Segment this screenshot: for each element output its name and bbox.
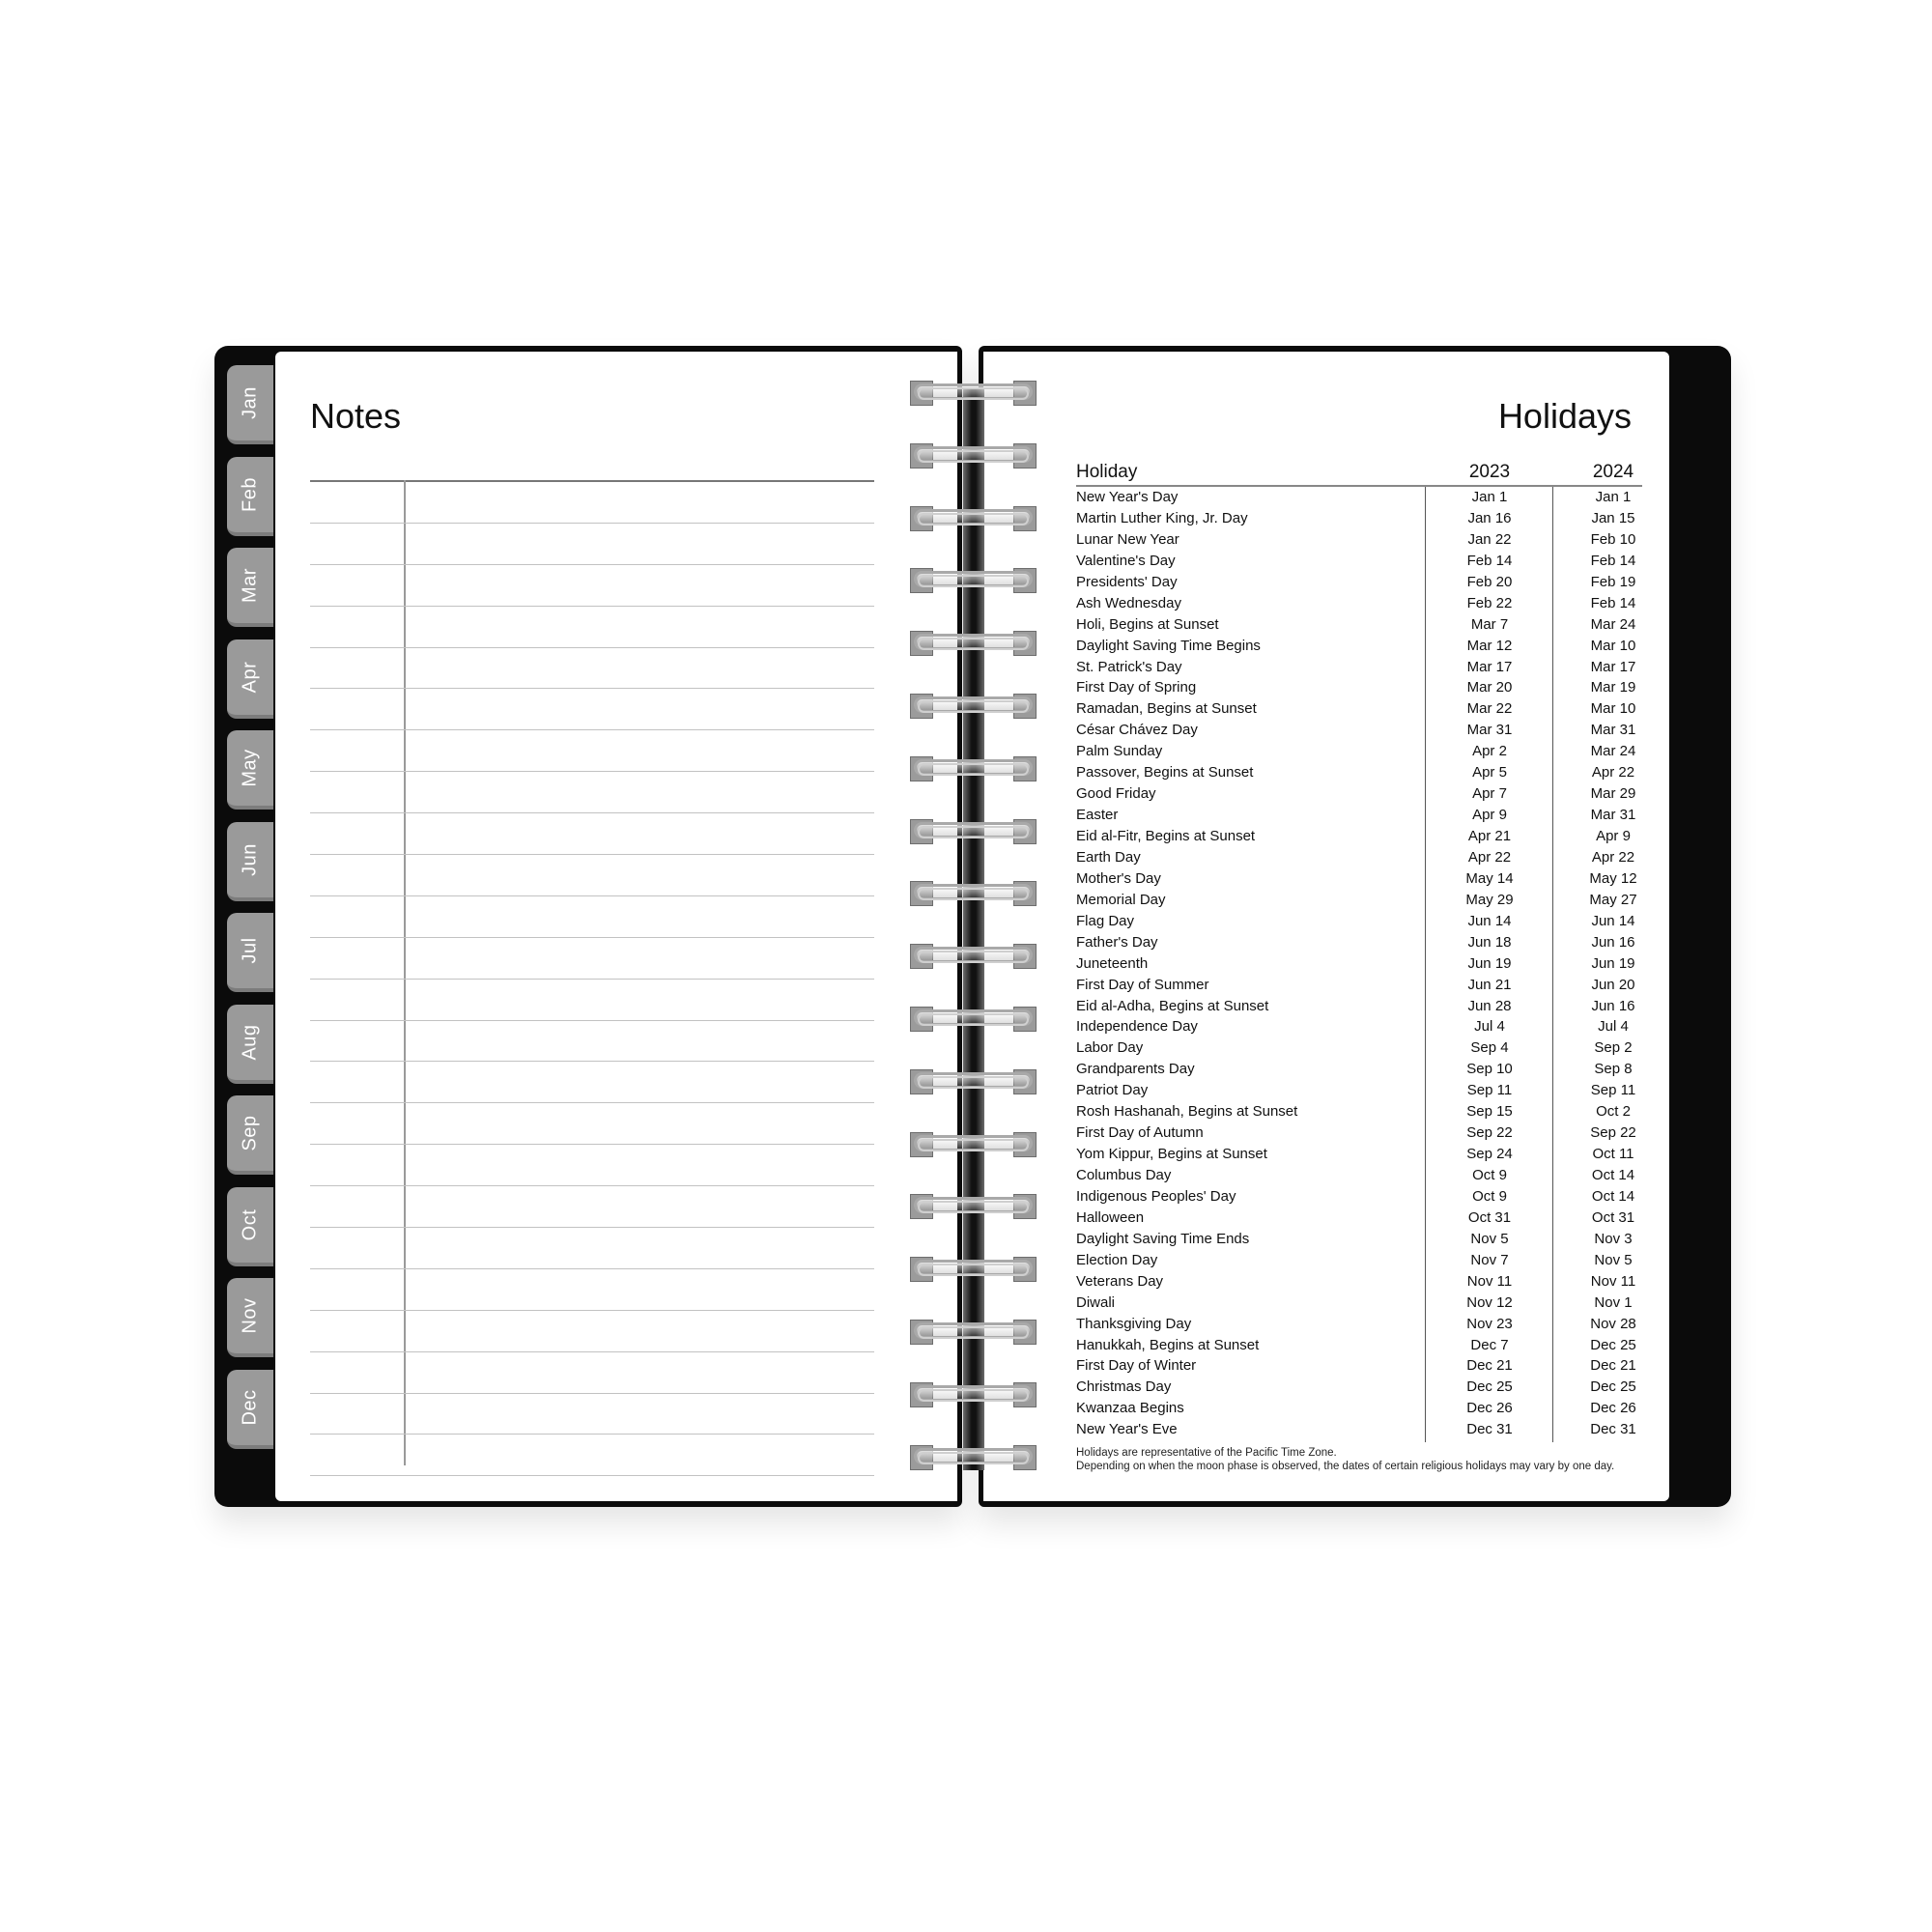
holiday-date-2024: Sep 8 bbox=[1594, 1061, 1633, 1078]
holiday-date-2024: Feb 14 bbox=[1590, 594, 1636, 611]
holiday-date-2023: Apr 9 bbox=[1472, 807, 1507, 824]
tab-aug[interactable] bbox=[227, 1005, 273, 1084]
holiday-date-2023: Sep 10 bbox=[1466, 1061, 1513, 1078]
tab-label: Oct bbox=[239, 1208, 261, 1240]
note-line[interactable] bbox=[310, 772, 874, 813]
holiday-name: Flag Day bbox=[1076, 912, 1135, 929]
holiday-date-2024: Feb 19 bbox=[1590, 573, 1636, 590]
holiday-date-2024: Mar 17 bbox=[1590, 658, 1636, 675]
holiday-row bbox=[1076, 762, 1642, 783]
holiday-name: Eid al-Fitr, Begins at Sunset bbox=[1076, 828, 1256, 844]
holiday-date-2023: Sep 4 bbox=[1470, 1039, 1509, 1057]
holiday-date-2023: Mar 20 bbox=[1466, 679, 1513, 696]
holiday-date-2023: Jul 4 bbox=[1474, 1018, 1505, 1036]
holiday-date-2023: Feb 14 bbox=[1466, 552, 1513, 569]
holiday-name: Daylight Saving Time Ends bbox=[1076, 1230, 1250, 1247]
holiday-date-2023: Mar 7 bbox=[1470, 615, 1509, 633]
tab-may[interactable] bbox=[227, 730, 273, 810]
note-line[interactable] bbox=[310, 1062, 874, 1103]
holiday-date-2023: Jun 18 bbox=[1467, 933, 1512, 951]
tab-label: Dec bbox=[239, 1388, 261, 1426]
holiday-row bbox=[1076, 826, 1642, 847]
holiday-name: Valentine's Day bbox=[1076, 552, 1176, 569]
holiday-row bbox=[1076, 1377, 1642, 1398]
note-line[interactable] bbox=[310, 1103, 874, 1145]
holiday-date-2024: Feb 10 bbox=[1590, 530, 1636, 548]
holiday-row bbox=[1076, 975, 1642, 996]
holiday-name: Earth Day bbox=[1076, 848, 1141, 866]
spiral-ring bbox=[908, 942, 1038, 971]
holiday-row bbox=[1076, 1419, 1642, 1440]
holiday-date-2024: Sep 2 bbox=[1594, 1039, 1633, 1057]
holiday-table-body bbox=[1076, 487, 1642, 1440]
holiday-date-2024: Jun 16 bbox=[1591, 933, 1635, 951]
holiday-name: Juneteenth bbox=[1076, 954, 1149, 972]
holiday-date-2024: Apr 22 bbox=[1591, 764, 1635, 781]
holiday-date-2023: Sep 22 bbox=[1466, 1124, 1513, 1142]
holiday-date-2023: Oct 31 bbox=[1467, 1208, 1512, 1226]
note-line[interactable] bbox=[310, 689, 874, 730]
note-line[interactable] bbox=[310, 1394, 874, 1435]
holiday-date-2024: Jan 15 bbox=[1591, 509, 1635, 526]
holiday-date-2023: Jun 28 bbox=[1467, 997, 1512, 1014]
holiday-table-header bbox=[1076, 460, 1642, 487]
holiday-date-2023: Sep 11 bbox=[1466, 1082, 1513, 1099]
holiday-date-2023: May 29 bbox=[1465, 891, 1514, 908]
holiday-name: Ash Wednesday bbox=[1076, 594, 1181, 611]
holiday-name: Patriot Day bbox=[1076, 1082, 1149, 1099]
note-line[interactable] bbox=[310, 896, 874, 938]
tab-oct[interactable] bbox=[227, 1187, 273, 1266]
holiday-date-2024: Nov 1 bbox=[1594, 1293, 1633, 1311]
spiral-binding bbox=[908, 379, 1038, 1480]
spiral-ring bbox=[908, 1318, 1038, 1347]
holiday-row bbox=[1076, 572, 1642, 593]
tab-label: Feb bbox=[239, 476, 261, 512]
holiday-name: Thanksgiving Day bbox=[1076, 1315, 1192, 1332]
holiday-row bbox=[1076, 1355, 1642, 1377]
holiday-row bbox=[1076, 1122, 1642, 1144]
holiday-row bbox=[1076, 1314, 1642, 1335]
footnote-line: Holidays are representative of the Pacific Time Zone. bbox=[1076, 1447, 1337, 1459]
holiday-date-2023: Feb 20 bbox=[1466, 573, 1513, 590]
holiday-name: Diwali bbox=[1076, 1293, 1116, 1311]
holiday-date-2023: Apr 21 bbox=[1467, 828, 1512, 844]
holiday-row bbox=[1076, 996, 1642, 1017]
holiday-row bbox=[1076, 1229, 1642, 1250]
spiral-ring bbox=[908, 817, 1038, 846]
holiday-date-2024: Oct 14 bbox=[1591, 1167, 1635, 1183]
holiday-date-2024: Sep 22 bbox=[1590, 1124, 1636, 1142]
spine bbox=[963, 388, 984, 1470]
note-line[interactable] bbox=[310, 1311, 874, 1352]
holiday-date-2023: Jun 21 bbox=[1467, 976, 1512, 993]
holiday-table bbox=[1076, 460, 1642, 1440]
holiday-row bbox=[1076, 868, 1642, 890]
holiday-name: Christmas Day bbox=[1076, 1378, 1172, 1396]
holiday-name: Daylight Saving Time Begins bbox=[1076, 637, 1261, 654]
holiday-row bbox=[1076, 1016, 1642, 1037]
spiral-ring bbox=[908, 1192, 1038, 1221]
holiday-name: Lunar New Year bbox=[1076, 530, 1179, 548]
holiday-date-2023: Jan 16 bbox=[1467, 509, 1512, 526]
spiral-ring bbox=[908, 379, 1038, 408]
spiral-ring bbox=[908, 1067, 1038, 1096]
notes-lines bbox=[310, 480, 874, 1476]
page-title-holidays: Holidays bbox=[1497, 396, 1632, 436]
spiral-ring bbox=[908, 879, 1038, 908]
note-line[interactable] bbox=[310, 565, 874, 607]
holiday-name: Kwanzaa Begins bbox=[1076, 1400, 1184, 1417]
spiral-ring bbox=[908, 1443, 1038, 1472]
holiday-row bbox=[1076, 487, 1642, 508]
holiday-date-2024: Jun 16 bbox=[1591, 997, 1635, 1014]
holiday-name: Mother's Day bbox=[1076, 869, 1161, 887]
note-line[interactable] bbox=[310, 1145, 874, 1186]
tab-label: Jul bbox=[239, 937, 261, 964]
holiday-date-2024: May 27 bbox=[1589, 891, 1637, 908]
holiday-date-2023: Sep 24 bbox=[1466, 1146, 1513, 1163]
holiday-date-2023: Mar 17 bbox=[1466, 658, 1513, 675]
holiday-date-2023: Dec 31 bbox=[1466, 1421, 1513, 1438]
holiday-row bbox=[1076, 677, 1642, 698]
holiday-row bbox=[1076, 529, 1642, 551]
holiday-row bbox=[1076, 783, 1642, 805]
holiday-row bbox=[1076, 698, 1642, 720]
tab-label: Mar bbox=[239, 568, 261, 603]
holiday-date-2024: Jan 1 bbox=[1595, 489, 1632, 505]
tab-label: Aug bbox=[239, 1023, 261, 1061]
note-line[interactable] bbox=[310, 648, 874, 690]
holiday-name: New Year's Eve bbox=[1076, 1421, 1178, 1438]
note-line[interactable] bbox=[310, 1021, 874, 1063]
column-header-year1: 2023 bbox=[1468, 462, 1511, 482]
spiral-ring bbox=[908, 504, 1038, 533]
holiday-name: Memorial Day bbox=[1076, 891, 1166, 908]
holiday-name: Eid al-Adha, Begins at Sunset bbox=[1076, 997, 1269, 1014]
holiday-name: Grandparents Day bbox=[1076, 1061, 1195, 1078]
cover-edge-right bbox=[1669, 352, 1712, 1501]
note-line[interactable] bbox=[310, 1435, 874, 1476]
holiday-date-2024: Oct 2 bbox=[1596, 1103, 1631, 1121]
holiday-row bbox=[1076, 614, 1642, 636]
holiday-date-2024: Dec 26 bbox=[1590, 1400, 1636, 1417]
holiday-name: Ramadan, Begins at Sunset bbox=[1076, 700, 1257, 718]
holiday-date-2024: Mar 24 bbox=[1590, 743, 1636, 760]
holiday-row bbox=[1076, 1037, 1642, 1059]
holiday-date-2023: May 14 bbox=[1465, 869, 1514, 887]
holiday-date-2024: Mar 31 bbox=[1590, 722, 1636, 739]
note-line[interactable] bbox=[310, 482, 874, 524]
tab-feb[interactable] bbox=[227, 457, 273, 536]
tab-label: Sep bbox=[239, 1115, 261, 1151]
holiday-name: Palm Sunday bbox=[1076, 743, 1163, 760]
holiday-row bbox=[1076, 932, 1642, 953]
holiday-date-2024: Dec 21 bbox=[1590, 1357, 1636, 1375]
holiday-date-2024: Dec 31 bbox=[1590, 1421, 1636, 1438]
holiday-date-2024: Feb 14 bbox=[1590, 552, 1636, 569]
tab-nov[interactable] bbox=[227, 1278, 273, 1357]
holiday-date-2023: Apr 2 bbox=[1472, 743, 1507, 760]
holiday-date-2023: Jun 19 bbox=[1467, 954, 1512, 972]
holiday-date-2024: Nov 5 bbox=[1594, 1251, 1633, 1268]
holiday-row bbox=[1076, 1101, 1642, 1122]
note-line[interactable] bbox=[310, 1186, 874, 1228]
holiday-date-2024: Mar 10 bbox=[1590, 700, 1636, 718]
holiday-name: First Day of Autumn bbox=[1076, 1124, 1204, 1142]
holiday-row bbox=[1076, 1165, 1642, 1186]
holiday-date-2024: Jun 19 bbox=[1591, 954, 1635, 972]
holiday-name: Martin Luther King, Jr. Day bbox=[1076, 509, 1248, 526]
holiday-date-2023: Nov 11 bbox=[1466, 1272, 1513, 1290]
spiral-ring bbox=[908, 1005, 1038, 1034]
tab-jun[interactable] bbox=[227, 822, 273, 901]
holiday-row bbox=[1076, 805, 1642, 826]
holiday-date-2023: Apr 7 bbox=[1472, 785, 1507, 803]
holiday-date-2023: Jun 14 bbox=[1467, 912, 1512, 929]
holiday-date-2023: Feb 22 bbox=[1466, 594, 1513, 611]
spiral-ring bbox=[908, 1380, 1038, 1409]
holiday-date-2024: Oct 11 bbox=[1592, 1146, 1634, 1163]
holiday-date-2024: Sep 11 bbox=[1590, 1082, 1636, 1099]
holiday-name: Independence Day bbox=[1076, 1018, 1198, 1036]
holiday-date-2024: Nov 3 bbox=[1594, 1230, 1633, 1247]
holiday-date-2023: Mar 12 bbox=[1466, 637, 1513, 654]
holiday-name: St. Patrick's Day bbox=[1076, 658, 1182, 675]
note-line[interactable] bbox=[310, 524, 874, 565]
holiday-date-2023: Apr 22 bbox=[1467, 848, 1512, 866]
holiday-name: Hanukkah, Begins at Sunset bbox=[1076, 1336, 1260, 1353]
spiral-ring bbox=[908, 1130, 1038, 1159]
tab-label: Apr bbox=[239, 661, 261, 693]
holiday-name: Columbus Day bbox=[1076, 1167, 1172, 1183]
holiday-name: Holi, Begins at Sunset bbox=[1076, 615, 1219, 633]
holiday-date-2024: Nov 28 bbox=[1590, 1315, 1636, 1332]
tab-label: Jun bbox=[239, 842, 261, 876]
holiday-date-2023: Apr 5 bbox=[1472, 764, 1507, 781]
holiday-row bbox=[1076, 1144, 1642, 1165]
holiday-date-2024: Jun 14 bbox=[1591, 912, 1635, 929]
holiday-date-2023: Nov 7 bbox=[1470, 1251, 1509, 1268]
holiday-date-2024: May 12 bbox=[1589, 869, 1637, 887]
column-header-year2: 2024 bbox=[1592, 462, 1634, 482]
holiday-date-2024: Mar 29 bbox=[1590, 785, 1636, 803]
holiday-name: César Chávez Day bbox=[1076, 722, 1198, 739]
holiday-row bbox=[1076, 1250, 1642, 1271]
holiday-row bbox=[1076, 508, 1642, 529]
page-title-notes: Notes bbox=[310, 396, 402, 436]
holiday-footnote bbox=[1076, 1447, 1617, 1473]
holiday-name: Halloween bbox=[1076, 1208, 1145, 1226]
holiday-date-2024: Oct 31 bbox=[1591, 1208, 1635, 1226]
holiday-name: First Day of Summer bbox=[1076, 976, 1209, 993]
holiday-date-2023: Dec 21 bbox=[1466, 1357, 1513, 1375]
holiday-row bbox=[1076, 657, 1642, 678]
holiday-row bbox=[1076, 1080, 1642, 1101]
holiday-date-2024: Apr 22 bbox=[1591, 848, 1635, 866]
holiday-date-2023: Oct 9 bbox=[1472, 1187, 1507, 1205]
holiday-name: Passover, Begins at Sunset bbox=[1076, 764, 1254, 781]
holiday-date-2023: Mar 31 bbox=[1466, 722, 1513, 739]
holiday-name: Indigenous Peoples' Day bbox=[1076, 1187, 1236, 1205]
holiday-date-2023: Dec 25 bbox=[1466, 1378, 1513, 1396]
holiday-name: Election Day bbox=[1076, 1251, 1158, 1268]
holiday-date-2023: Nov 5 bbox=[1470, 1230, 1509, 1247]
holiday-date-2024: Oct 14 bbox=[1591, 1187, 1635, 1205]
spiral-ring bbox=[908, 692, 1038, 721]
holiday-date-2024: Mar 24 bbox=[1590, 615, 1636, 633]
holiday-name: Veterans Day bbox=[1076, 1272, 1164, 1290]
note-line[interactable] bbox=[310, 1269, 874, 1311]
spiral-ring bbox=[908, 566, 1038, 595]
holiday-row bbox=[1076, 847, 1642, 868]
holiday-date-2023: Nov 23 bbox=[1466, 1315, 1513, 1332]
holiday-date-2023: Jan 1 bbox=[1471, 489, 1508, 505]
holiday-date-2024: Mar 19 bbox=[1590, 679, 1636, 696]
holiday-date-2023: Jan 22 bbox=[1467, 530, 1512, 548]
holiday-row bbox=[1076, 720, 1642, 741]
note-line[interactable] bbox=[310, 813, 874, 855]
note-line[interactable] bbox=[310, 1228, 874, 1269]
holiday-date-2023: Nov 12 bbox=[1466, 1293, 1513, 1311]
holiday-date-2024: Dec 25 bbox=[1590, 1378, 1636, 1396]
spiral-ring bbox=[908, 441, 1038, 470]
tab-label: May bbox=[239, 749, 261, 787]
holiday-date-2024: Dec 25 bbox=[1590, 1336, 1636, 1353]
holiday-row bbox=[1076, 1335, 1642, 1356]
holiday-row bbox=[1076, 1059, 1642, 1080]
note-line[interactable] bbox=[310, 980, 874, 1021]
holiday-name: Rosh Hashanah, Begins at Sunset bbox=[1076, 1103, 1298, 1121]
holiday-date-2023: Dec 26 bbox=[1466, 1400, 1513, 1417]
holiday-date-2024: Nov 11 bbox=[1590, 1272, 1636, 1290]
holiday-row bbox=[1076, 911, 1642, 932]
holiday-row bbox=[1076, 1186, 1642, 1208]
note-line[interactable] bbox=[310, 607, 874, 648]
tab-mar[interactable] bbox=[227, 548, 273, 627]
footnote-line: Depending on when the moon phase is observed, the dates of certain religious holidays may vary by one day. bbox=[1076, 1460, 1615, 1472]
holiday-name: Father's Day bbox=[1076, 933, 1158, 951]
holiday-date-2023: Mar 22 bbox=[1466, 700, 1513, 718]
holiday-name: New Year's Day bbox=[1076, 489, 1179, 505]
holiday-name: First Day of Spring bbox=[1076, 679, 1197, 696]
note-line[interactable] bbox=[310, 938, 874, 980]
note-line[interactable] bbox=[310, 855, 874, 896]
spiral-ring bbox=[908, 629, 1038, 658]
holiday-row bbox=[1076, 1398, 1642, 1419]
column-header-holiday: Holiday bbox=[1076, 462, 1138, 482]
holiday-row bbox=[1076, 1271, 1642, 1293]
holiday-name: Labor Day bbox=[1076, 1039, 1144, 1057]
holiday-row bbox=[1076, 551, 1642, 572]
tab-jul[interactable] bbox=[227, 913, 273, 992]
holiday-name: Presidents' Day bbox=[1076, 573, 1178, 590]
holiday-date-2024: Mar 31 bbox=[1590, 807, 1636, 824]
tab-jan[interactable] bbox=[227, 365, 273, 444]
holiday-date-2024: Jun 20 bbox=[1591, 976, 1635, 993]
holiday-date-2023: Oct 9 bbox=[1472, 1167, 1507, 1183]
holiday-row bbox=[1076, 741, 1642, 762]
tab-apr[interactable] bbox=[227, 639, 273, 719]
holiday-date-2023: Sep 15 bbox=[1466, 1103, 1513, 1121]
holiday-row bbox=[1076, 1293, 1642, 1314]
holiday-row bbox=[1076, 593, 1642, 614]
note-line[interactable] bbox=[310, 1352, 874, 1394]
tab-label: Nov bbox=[239, 1297, 261, 1334]
holiday-date-2024: Mar 10 bbox=[1590, 637, 1636, 654]
tab-dec[interactable] bbox=[227, 1370, 273, 1449]
holiday-name: Yom Kippur, Begins at Sunset bbox=[1076, 1146, 1267, 1163]
tab-sep[interactable] bbox=[227, 1095, 273, 1175]
holiday-name: First Day of Winter bbox=[1076, 1357, 1197, 1375]
note-line[interactable] bbox=[310, 730, 874, 772]
holiday-name: Easter bbox=[1076, 807, 1119, 824]
holiday-row bbox=[1076, 953, 1642, 975]
tab-label: Jan bbox=[239, 386, 261, 419]
holiday-date-2024: Apr 9 bbox=[1596, 828, 1631, 844]
holiday-row bbox=[1076, 890, 1642, 911]
month-tabs bbox=[227, 365, 275, 1474]
spiral-ring bbox=[908, 1255, 1038, 1284]
spiral-ring bbox=[908, 754, 1038, 783]
holiday-date-2024: Jul 4 bbox=[1598, 1018, 1629, 1036]
holiday-row bbox=[1076, 1208, 1642, 1229]
holiday-row bbox=[1076, 636, 1642, 657]
holiday-date-2023: Dec 7 bbox=[1470, 1336, 1509, 1353]
holiday-name: Good Friday bbox=[1076, 785, 1156, 803]
